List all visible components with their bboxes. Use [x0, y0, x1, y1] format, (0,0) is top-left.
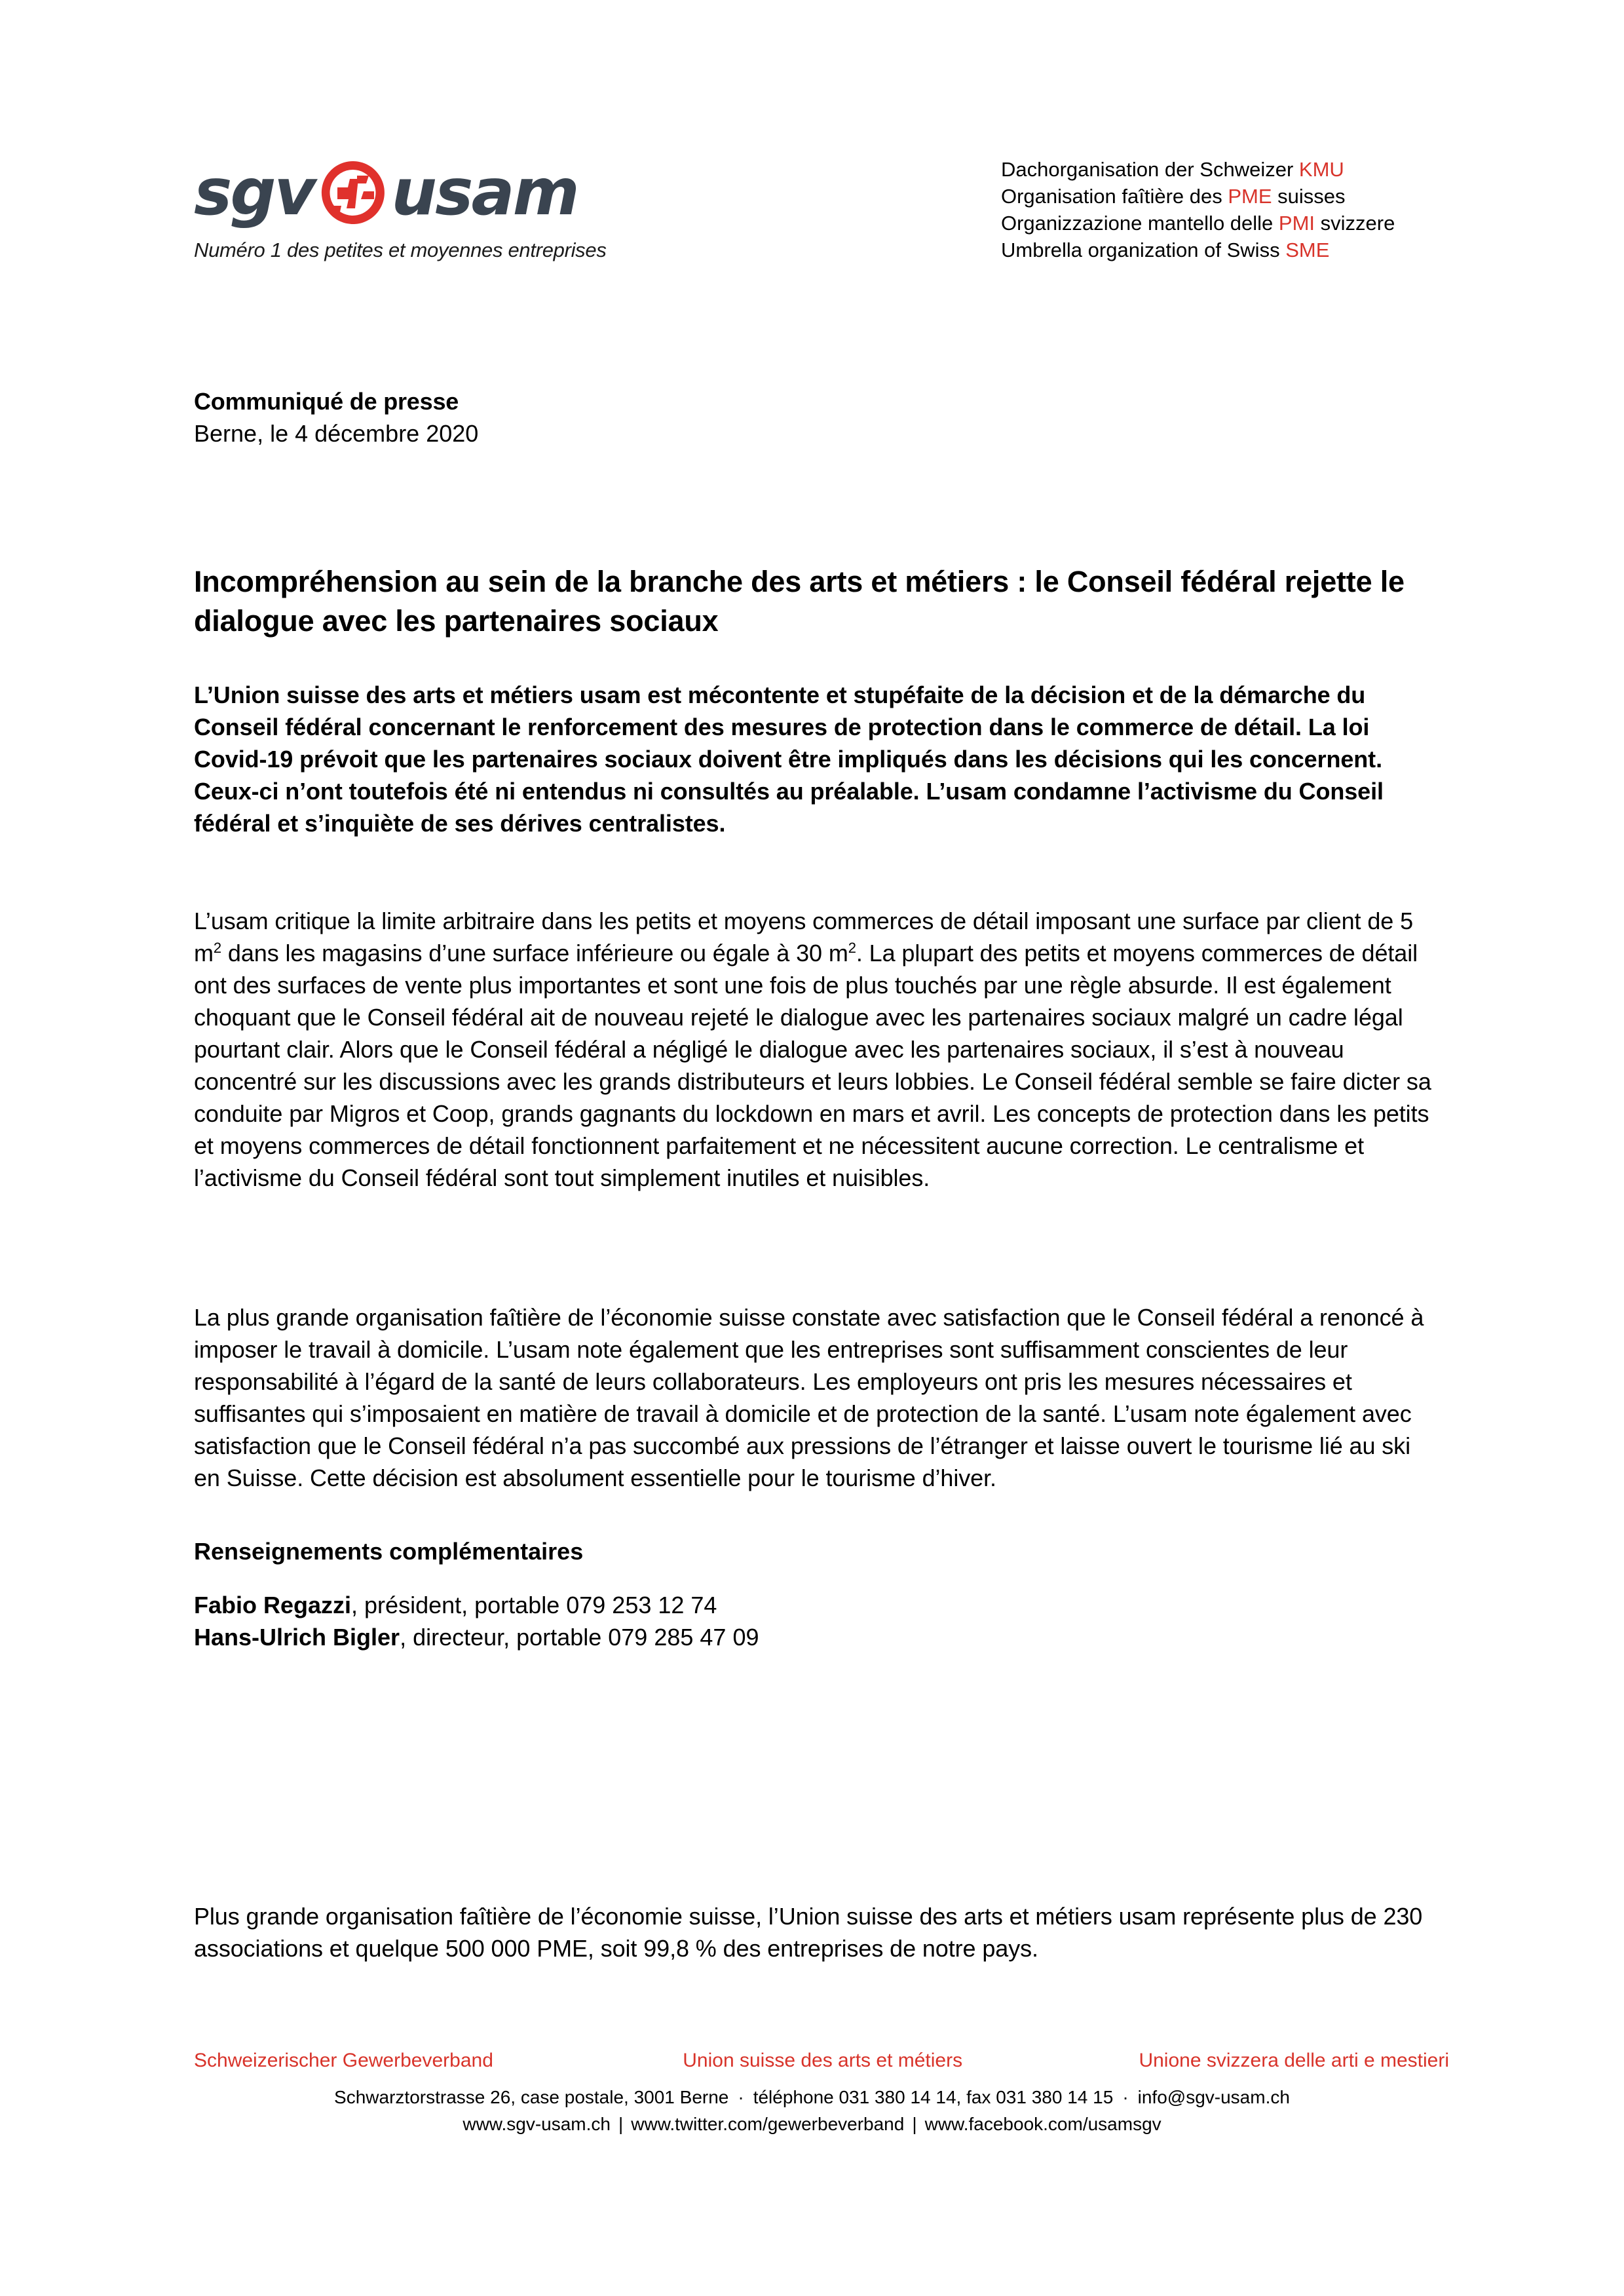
document-header: [0, 0, 1624, 308]
document-kind: Communiqué de presse: [194, 388, 459, 415]
footer-org-fr: Union suisse des arts et métiers: [683, 2050, 963, 2071]
footer-org-it: Unione svizzera delle arti e mestieri: [1139, 2050, 1449, 2071]
logo-word-usam: usam: [391, 155, 578, 230]
org-descriptor-en-highlight: SME: [1285, 239, 1330, 261]
footer-email[interactable]: info@sgv-usam.ch: [1137, 2087, 1290, 2107]
footer-org-names: [194, 2050, 1449, 2072]
footer-pipe-divider: |: [912, 2114, 917, 2134]
org-descriptor-it-prefix: Organizzazione mantello delle: [1001, 212, 1279, 235]
contact-details: , directeur, portable 079 285 47 09: [400, 1624, 759, 1651]
org-descriptor-de: [1001, 156, 1577, 183]
contact-row: [194, 1621, 1177, 1653]
footer-links-line: [0, 2111, 1624, 2137]
logo-word-sgv: sgv: [194, 155, 314, 230]
footer-facebook-link[interactable]: www.facebook.com/usamsgv: [924, 2114, 1161, 2134]
document-meta: [194, 385, 1449, 450]
contacts-list: [194, 1589, 1177, 1653]
org-descriptor-de-prefix: Dachorganisation der Schweizer: [1001, 158, 1299, 181]
org-descriptor-it-highlight: PMI: [1278, 212, 1315, 235]
contact-name: Fabio Regazzi: [194, 1592, 352, 1618]
contact-details: , président, portable 079 253 12 74: [351, 1592, 717, 1618]
footer-separator-dot: ·: [1122, 2087, 1129, 2107]
organization-boilerplate: Plus grande organisation faîtière de l’économie suisse, l’Union suisse des arts et métiers usam représente plus de 230 associations et quelque 500 000 PME, soit 99,8 % des entreprises de notre pays.: [194, 1903, 1423, 1962]
org-descriptor-de-highlight: KMU: [1298, 158, 1344, 181]
footer-org-de: Schweizerischer Gewerbeverband: [194, 2050, 493, 2071]
body-paragraph-2: La plus grande organisation faîtière de l’économie suisse constate avec satisfaction que le Conseil fédéral a renoncé à imposer le travail à domicile. L’usam note également que les entreprises sont suffisamment conscientes de leur responsabilité à l’égard de la santé de leurs collaborateurs. Les employeurs ont pris les mesures nécessaires et suffisantes qui s’imposaient en matière de travail à domicile et de protection de la santé. L’usam note également avec satisfaction que le Conseil fédéral n’a pas succombé aux pressions de l’étranger et laisse ouvert le tourisme lié au ski en Suisse. Cette décision est absolument essentielle pour le tourisme d’hiver.: [194, 1304, 1424, 1491]
footer-address-line: [0, 2084, 1624, 2111]
org-descriptor-en-prefix: Umbrella organization of Swiss: [1001, 239, 1286, 261]
body-paragraph-1: [194, 905, 1443, 1194]
lead-paragraph: L’Union suisse des arts et métiers usam est mécontente et stupéfaite de la décision et de la démarche du Conseil fédéral concernant le renforcement des mesures de protection dans le commerce de détail. La loi Covid-19 prévoit que les partenaires sociaux doivent être impliqués dans les décisions qui les concernent. Ceux-ci n’ont toutefois été ni entendus ni consultés au préalable. L’usam condamne l’activisme du Conseil fédéral et s’inquiète de ses dérives centralistes.: [194, 681, 1384, 837]
body-paragraph-1-part-b: dans les magasins d’une surface inférieure ou égale à 30 m: [221, 940, 848, 966]
body-paragraph-1-part-a: L’usam critique la limite arbitraire dans les petits et moyens commerces de détail imposant une surface par client de 5 m: [194, 908, 1413, 966]
body-paragraph-1-part-c: . La plupart des petits et moyens commerces de détail ont des surfaces de vente plus importantes et sont une fois de plus touchés par une règle absurde. Il est également choquant que le Conseil fédéral ait de nouveau rejeté le dialogue avec les partenaires sociaux malgré un cadre légal pourtant clair. Alors que le Conseil fédéral a négligé le dialogue avec les partenaires sociaux, il s’est à nouveau concentré sur les discussions avec les grands distributeurs et leurs lobbies. Le Conseil fédéral semble se faire dicter sa conduite par Migros et Coop, grands gagnants du lockdown en mars et avril. Les concepts de protection dans les petits et moyens commerces de détail fonctionnent parfaitement et ne nécessitent aucune correction. Le centralisme et l’activisme du Conseil fédéral sont tout simplement inutiles et nuisibles.: [194, 940, 1431, 1191]
swiss-cross-circle-emblem-icon: [318, 157, 388, 228]
logo-wordmark-row: [194, 156, 652, 229]
contact-name: Hans-Ulrich Bigler: [194, 1624, 400, 1651]
org-descriptor-it-suffix: svizzere: [1315, 212, 1395, 235]
footer-phone: téléphone 031 380 14 14, fax 031 380 14 15: [753, 2087, 1114, 2107]
contact-row: [194, 1589, 1177, 1621]
page-title: Incompréhension au sein de la branche des arts et métiers : le Conseil fédéral rejette le dialogue avec les partenaires sociaux: [194, 565, 1405, 638]
multilingual-org-descriptor: [1001, 156, 1577, 263]
org-descriptor-en: [1001, 237, 1577, 263]
superscript-squared-a: 2: [213, 940, 222, 956]
org-descriptor-it: [1001, 210, 1577, 237]
footer-contact-block: [0, 2084, 1624, 2137]
org-descriptor-fr-prefix: Organisation faîtière des: [1001, 185, 1228, 208]
org-descriptor-fr-highlight: PME: [1228, 185, 1272, 208]
superscript-squared-b: 2: [848, 940, 856, 956]
contacts-heading: Renseignements complémentaires: [194, 1538, 584, 1565]
sgv-usam-logo: [194, 156, 652, 262]
org-descriptor-fr-suffix: suisses: [1272, 185, 1346, 208]
logo-tagline: Numéro 1 des petites et moyennes entreprises: [194, 239, 607, 261]
footer-twitter-link[interactable]: www.twitter.com/gewerbeverband: [631, 2114, 905, 2134]
footer-pipe-divider: |: [618, 2114, 624, 2134]
footer-website-link[interactable]: www.sgv-usam.ch: [463, 2114, 611, 2134]
footer-street: Schwarztorstrasse 26, case postale, 3001 Berne: [334, 2087, 729, 2107]
document-dateline: Berne, le 4 décembre 2020: [194, 420, 479, 447]
org-descriptor-fr: [1001, 183, 1577, 210]
footer-separator-dot: ·: [738, 2087, 744, 2107]
